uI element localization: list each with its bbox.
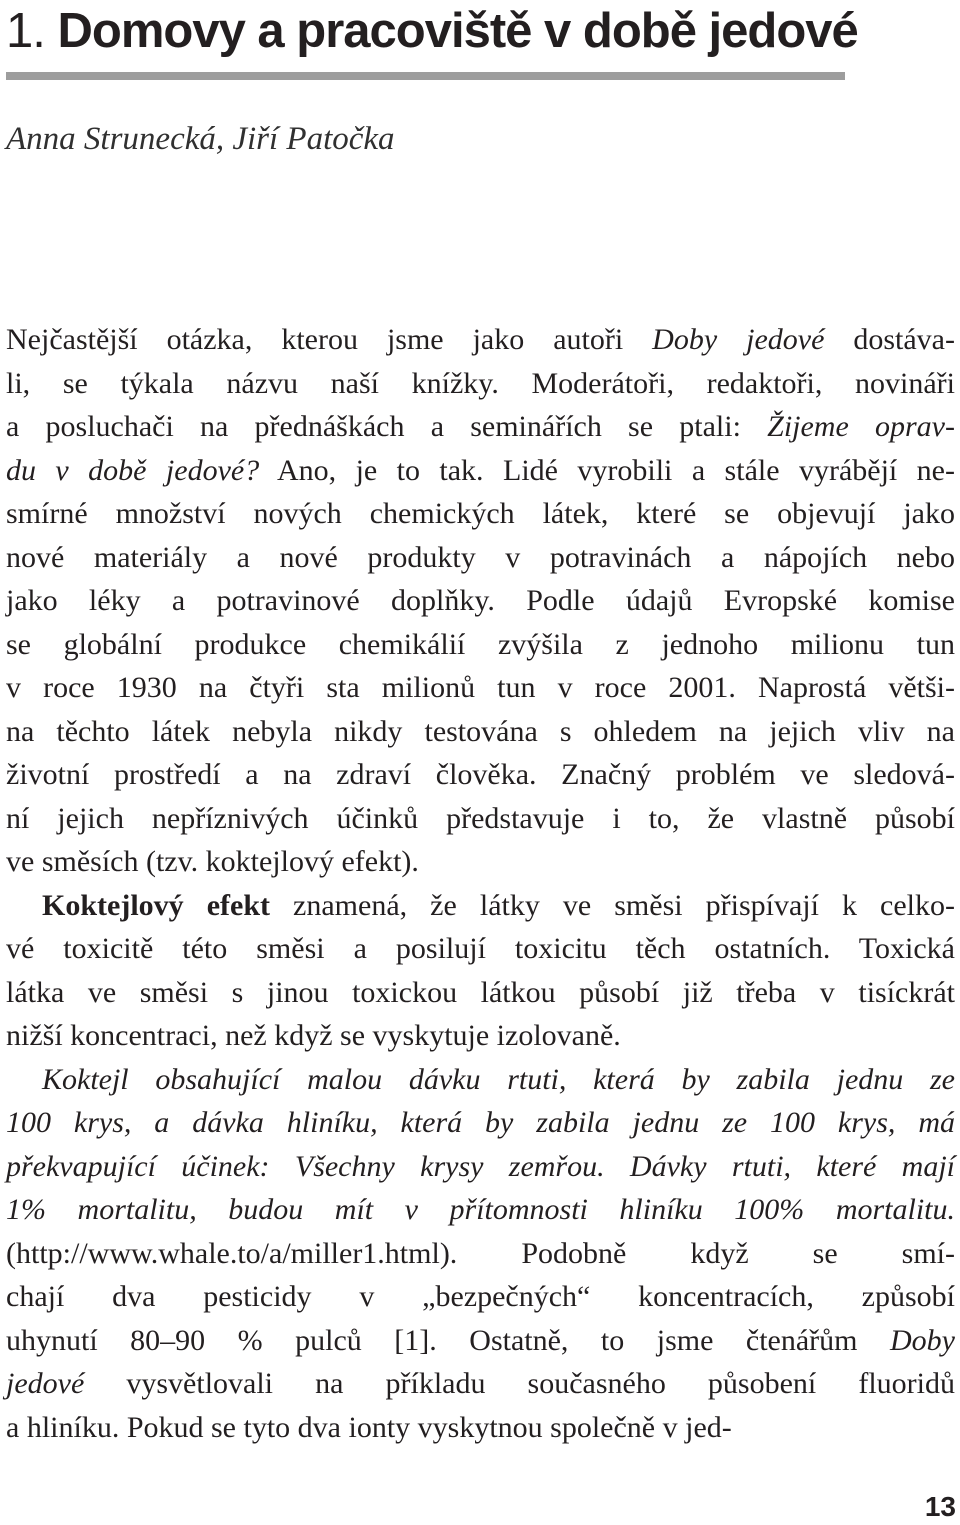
authors: Anna Strunecká, Jiří Patočka bbox=[6, 121, 395, 157]
italic-text: Žijeme oprav- bbox=[767, 410, 955, 443]
text-line bbox=[6, 405, 955, 449]
chapter-number: 1. bbox=[6, 4, 45, 58]
text-line bbox=[6, 753, 955, 797]
text-run: jako léky a potravinové doplňky. Podle údajů Evropské komise bbox=[6, 584, 955, 617]
text-run: ní jejich nepříznivých účinků představuje i to, že vlastně působí bbox=[6, 801, 955, 835]
text-line bbox=[6, 797, 955, 841]
chapter-title bbox=[6, 0, 858, 62]
text-run: ve směsích (tzv. koktejlový efekt). bbox=[6, 845, 419, 878]
text-line bbox=[6, 623, 955, 667]
text-line bbox=[6, 318, 955, 362]
text-line bbox=[6, 1406, 955, 1450]
text-run: nové materiály a nové produkty v potravinách a nápojích nebo bbox=[6, 540, 955, 574]
italic-text: du v době jedové? bbox=[6, 453, 260, 487]
text-run: dostáva- bbox=[824, 323, 955, 356]
text-run: v roce 1930 na čtyři sta milionů tun v roce 2001. Naprostá větši- bbox=[6, 671, 955, 704]
text-line bbox=[6, 536, 955, 580]
bold-term: Koktejlový efekt bbox=[42, 888, 270, 922]
text-run: Nejčastější otázka, kterou jsme jako autoři bbox=[6, 323, 653, 356]
text-line bbox=[6, 1188, 955, 1232]
paragraph bbox=[6, 1058, 955, 1450]
chapter-title-text: Domovy a pracoviště v době jedové bbox=[57, 4, 858, 58]
text-run: uhynutí 80–90 % pulců [1]. Ostatně, to jsme čtenářům bbox=[6, 1323, 891, 1357]
text-line bbox=[6, 666, 955, 710]
page-number: 13 bbox=[924, 1491, 956, 1522]
text-line bbox=[6, 362, 955, 406]
text-run: vysvětlovali na příkladu současného působení fluoridů bbox=[84, 1367, 955, 1400]
paragraph bbox=[6, 318, 955, 884]
text-run: znamená, že látky ve směsi přispívají k celko- bbox=[270, 888, 956, 922]
text-run: nižší koncentraci, než když se vyskytuje izolovaně. bbox=[6, 1019, 621, 1052]
text-run: vé toxicitě této směsi a posilují toxicitu těch ostatních. Toxická bbox=[6, 932, 955, 965]
body-text bbox=[6, 318, 955, 1449]
paragraph bbox=[6, 884, 955, 1058]
text-line bbox=[6, 884, 955, 928]
text-run: látka ve směsi s jinou toxickou látkou působí již třeba v tisíckrát bbox=[6, 975, 955, 1009]
text-line bbox=[6, 579, 955, 623]
text-line bbox=[6, 1014, 955, 1058]
italic-text: Doby bbox=[890, 1323, 955, 1357]
text-run: Ano, je to tak. Lidé vyrobili a stále vyrábějí ne- bbox=[259, 453, 955, 487]
text-line bbox=[6, 1319, 955, 1363]
text-line bbox=[6, 710, 955, 754]
italic-text: Doby jedové bbox=[652, 323, 825, 356]
text-run: (http://www.whale.to/a/miller1.html). Podobně když se smí- bbox=[6, 1236, 955, 1270]
text-line bbox=[6, 927, 955, 971]
text-run: životní prostředí a na zdraví člověka. Značný problém ve sledová- bbox=[6, 758, 955, 791]
text-line bbox=[6, 1145, 955, 1189]
text-line bbox=[6, 1232, 955, 1276]
text-run: chají dva pesticidy v „bezpečných“ koncentracích, způsobí bbox=[6, 1280, 955, 1313]
italic-text: Koktejl obsahující malou dávku rtuti, která by zabila jednu ze bbox=[42, 1062, 955, 1096]
text-run: li, se týkala názvu naší knížky. Moderátoři, redaktoři, novináři bbox=[6, 366, 955, 400]
title-underline-rule bbox=[6, 72, 845, 80]
text-line bbox=[6, 1275, 955, 1319]
text-line bbox=[6, 840, 955, 884]
italic-text: 100 krys, a dávka hliníku, která by zabila jednu ze 100 krys, má bbox=[6, 1106, 955, 1139]
text-line bbox=[6, 1362, 955, 1406]
text-line bbox=[6, 971, 955, 1015]
text-run: se globální produkce chemikálií zvýšila z jednoho milionu tun bbox=[6, 627, 955, 661]
text-run: na těchto látek nebyla nikdy testována s ohledem na jejich vliv na bbox=[6, 714, 955, 748]
italic-text: jedové bbox=[6, 1367, 85, 1400]
italic-text: 1% mortalitu, budou mít v přítomnosti hliníku 100% mortalitu. bbox=[6, 1193, 955, 1226]
text-line bbox=[6, 1101, 955, 1145]
text-run: a hliníku. Pokud se tyto dva ionty vyskytnou společně v jed- bbox=[6, 1410, 732, 1444]
text-run: a posluchači na přednáškách a seminářích se ptali: bbox=[6, 410, 768, 443]
text-run: smírné množství nových chemických látek, které se objevují jako bbox=[6, 497, 955, 530]
text-line bbox=[6, 449, 955, 493]
text-line bbox=[6, 1058, 955, 1102]
italic-text: překvapující účinek: Všechny krysy zemřou. Dávky rtuti, které mají bbox=[6, 1149, 955, 1183]
text-line bbox=[6, 492, 955, 536]
